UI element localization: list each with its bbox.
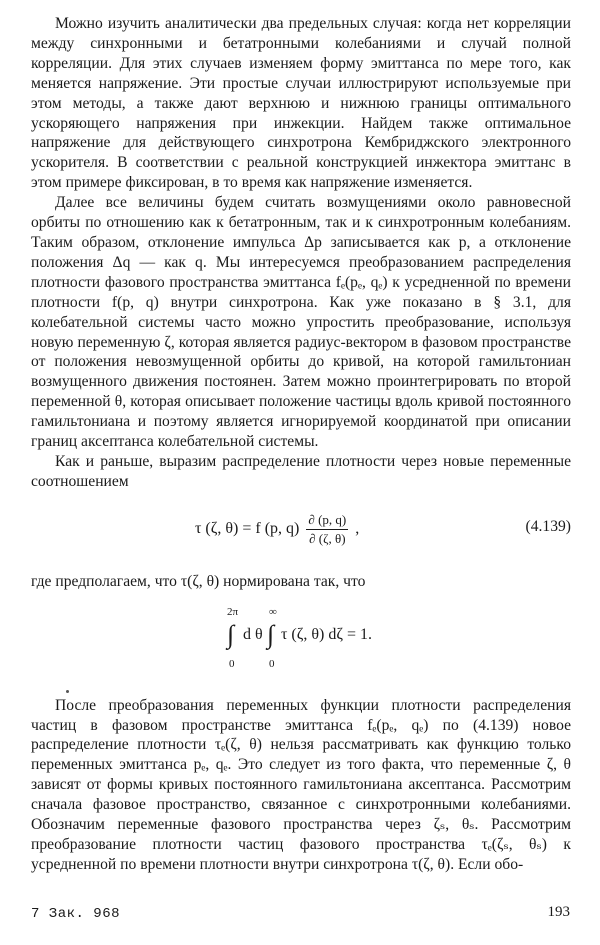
integral-2-body: τ (ζ, θ) dζ = 1. bbox=[281, 625, 373, 643]
integral-1-body: d θ bbox=[243, 625, 263, 643]
page-body bbox=[31, 14, 571, 875]
integral-1-lower: 0 bbox=[229, 657, 235, 670]
jacobian-fraction bbox=[306, 512, 348, 547]
normalization-equation-body bbox=[225, 596, 425, 676]
fraction-numerator: ∂ (p, q) bbox=[306, 512, 348, 530]
fraction-denominator: ∂ (ζ, θ) bbox=[309, 530, 346, 546]
equation-number: (4.139) bbox=[525, 517, 571, 535]
print-speck bbox=[66, 690, 69, 693]
integral-1-upper: 2π bbox=[227, 605, 239, 618]
equation-4-139 bbox=[31, 498, 571, 556]
printer-signature: 7 Зак. 968 bbox=[31, 906, 121, 922]
paragraph-5: После преобразования переменных функции плотности распределения частиц в фазовом пространстве эмиттанса fₑ(pₑ, qₑ) по (4.139) новое распределение плотности τₑ(ζ, θ) нельзя рассматривать как функцию только переменных эмиттанса pₑ, qₑ. Это следует из того факта, что переменные ζ, θ зависят от формы кривых постоянного гамильтониана аксептанса. Рассмотрим сначала фазовое пространство, связанное с синхротронными колебаниями. Обозначим переменные фазового пространства через ζₛ, θₛ. Рассмотрим преобразование плотности частиц фазового пространства τₑ(ζₛ, θₛ) к усредненной по времени плотности внутри синхротрона τ(ζ, θ). Если обо- bbox=[31, 696, 571, 873]
equation-tail: , bbox=[355, 519, 360, 537]
equation-lhs: τ (ζ, θ) = f (p, q) bbox=[195, 519, 300, 537]
paragraph-4: где предполагаем, что τ(ζ, θ) нормирована так, что bbox=[31, 572, 366, 590]
integral-2-lower: 0 bbox=[269, 657, 275, 670]
integral-1-icon: ∫ bbox=[227, 619, 235, 649]
equation-4-139-body bbox=[195, 512, 359, 547]
paragraph-3: Как и раньше, выразим распределение плотности через новые переменные соотношением bbox=[31, 452, 571, 490]
integral-2-upper: ∞ bbox=[269, 605, 277, 618]
integral-2-icon: ∫ bbox=[267, 619, 275, 649]
paragraph-2: Далее все величины будем считать возмущениями около равновесной орбиты по отношению как к бетатронным, так и к синхротронным колебаниям. Таким образом, отклонение импульса Δp записывается как p, а отклонение положения Δq — как q. Мы интересуемся преобразованием распределения плотности фазового пространства эмиттанса fₑ(pₑ, qₑ) к усредненной по времени плотности f(p, q) внутри синхротрона. Как уже показано в § 3.1, для колебательной системы часто можно упростить преобразование, используя новую переменную ζ, которая является радиус-вектором в фазовом пространстве от положения невозмущенной орбиты до кривой, на которой гамильтониан возмущенного движения постоянен. Затем можно проинтегрировать по второй переменной θ, которая описывает положение частицы вдоль кривой постоянного гамильтониана и поэтому является игнорируемой координатой при описании границ аксептанса колебательной системы. bbox=[31, 194, 571, 451]
page-number: 193 bbox=[547, 904, 570, 920]
normalization-equation bbox=[31, 596, 571, 684]
paragraph-1: Можно изучить аналитически два предельных случая: когда нет корреляции между синхронными и бетатронными колебаниями и случай полной корреляции. Для этих случаев изменяем форму эмиттанса по мере того, как меняется напряжение. Эти простые случаи иллюстрируют используемые при этом методы, а также дают верхнюю и нижнюю границы оптимального ускоряющего напряжения при инжекции. Найдем также оптимальное напряжение для действующего синхротрона Кембриджского электронного ускорителя. В соответствии с реальной конструкцией инжектора эмиттанс в этом примере фиксирован, в то время как напряжение изменяется. bbox=[31, 15, 571, 192]
